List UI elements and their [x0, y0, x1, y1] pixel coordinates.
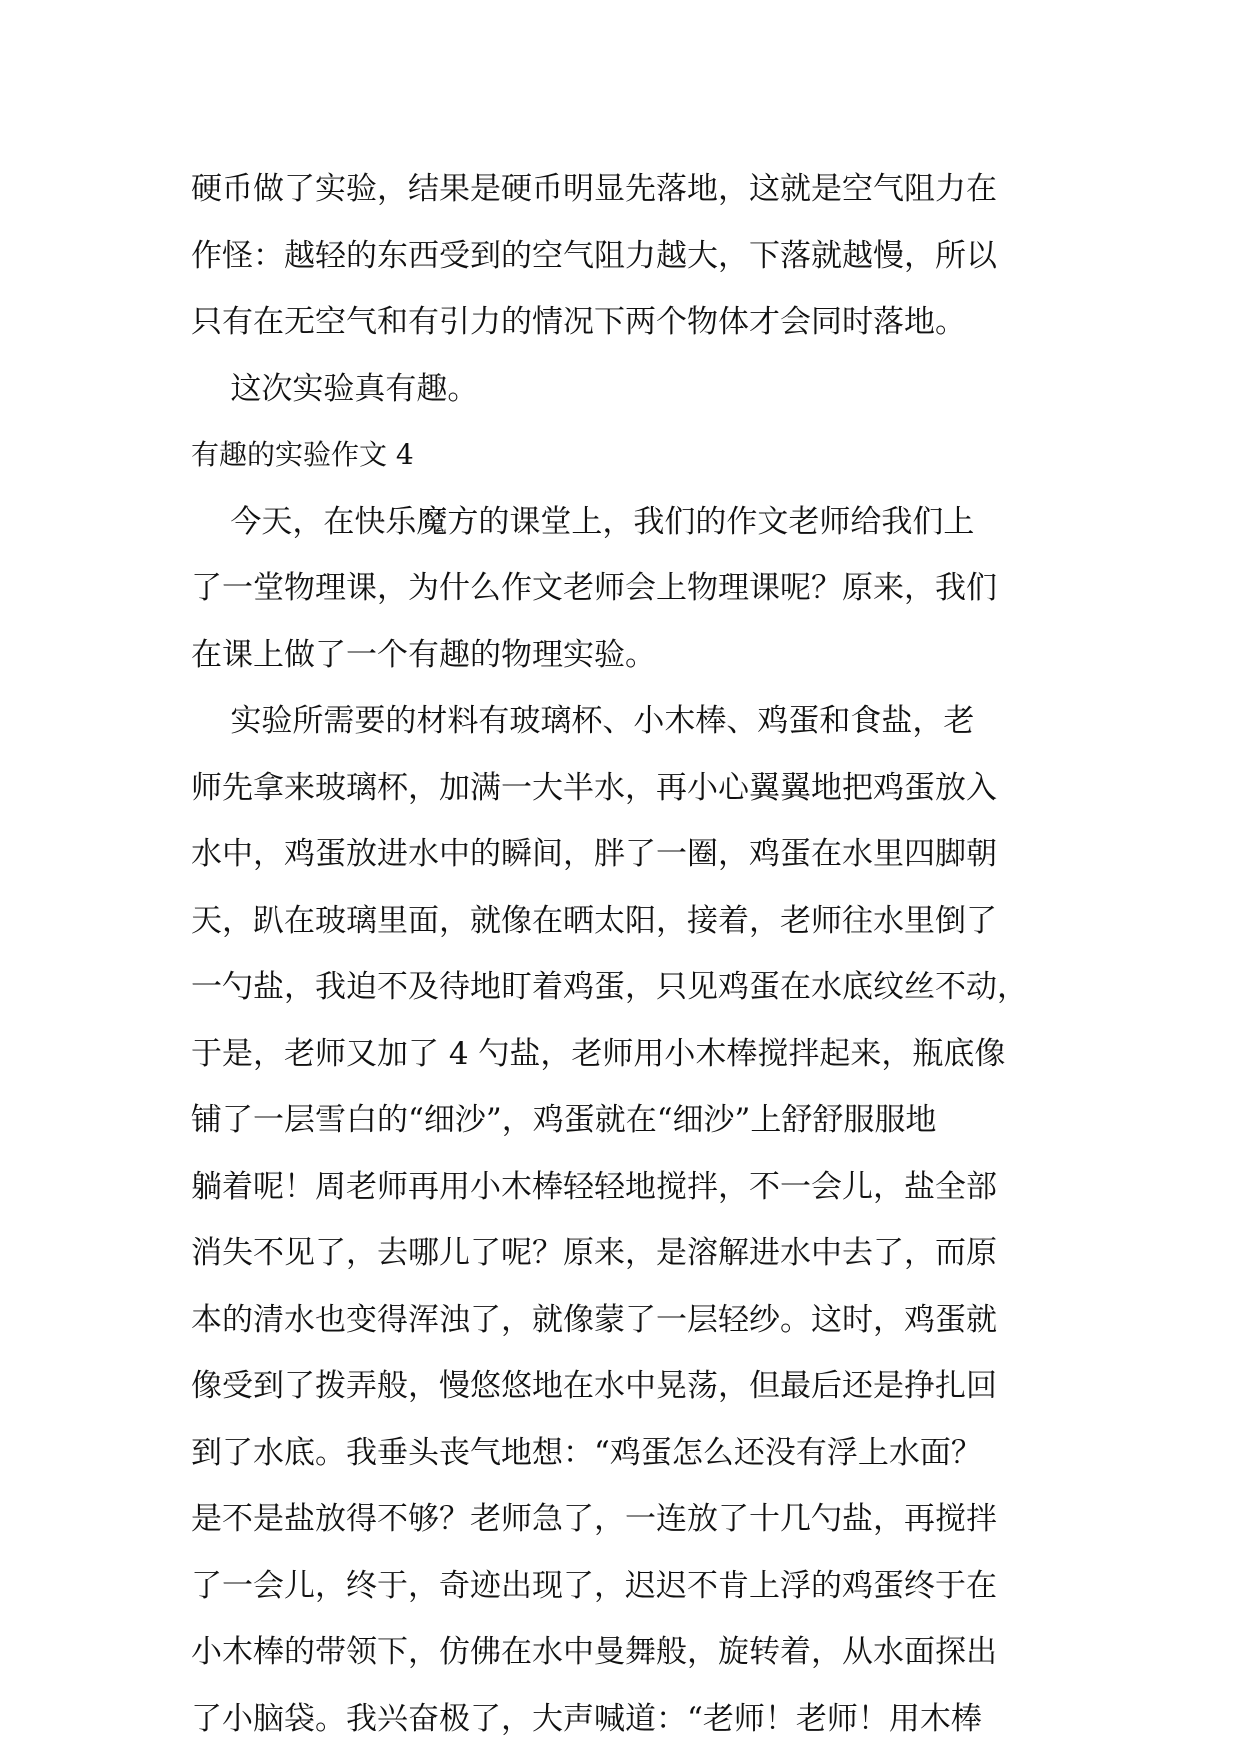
paragraph-line: 在课上做了一个有趣的物理实验。 [191, 636, 656, 673]
paragraph-line: 这次实验真有趣。 [191, 370, 479, 407]
paragraph-line: 是不是盐放得不够？老师急了，一连放了十几勺盐，再搅拌 [191, 1501, 997, 1537]
paragraph-line: 了一会儿，终于，奇迹出现了，迟迟不肯上浮的鸡蛋终于在 [191, 1567, 997, 1604]
paragraph-line: 一勺盐，我迫不及待地盯着鸡蛋，只见鸡蛋在水底纹丝不动， [191, 969, 1028, 1005]
paragraph-line: 躺着呢！周老师再用小木棒轻轻地搅拌，不一会儿，盐全部 [191, 1168, 997, 1205]
paragraph-line: 小木棒的带领下，仿佛在水中曼舞般，旋转着，从水面探出 [191, 1634, 997, 1670]
paragraph-line: 于是，老师又加了 4 勺盐，老师用小木棒搅拌起来，瓶底像 [191, 1035, 1006, 1072]
paragraph-line: 到了水底。我垂头丧气地想：“鸡蛋怎么还没有浮上水面？ [191, 1434, 982, 1471]
paragraph-line: 今天，在快乐魔方的课堂上，我们的作文老师给我们上 [191, 503, 975, 540]
paragraph-line: 硬币做了实验，结果是硬币明显先落地，这就是空气阻力在 [191, 171, 997, 207]
paragraph-line: 作怪：越轻的东西受到的空气阻力越大，下落就越慢，所以 [191, 237, 997, 274]
paragraph-line: 了一堂物理课，为什么作文老师会上物理课呢？原来，我们 [191, 570, 997, 606]
paragraph-line: 实验所需要的材料有玻璃杯、小木棒、鸡蛋和食盐，老 [191, 703, 975, 739]
paragraph-line: 本的清水也变得浑浊了，就像蒙了一层轻纱。这时，鸡蛋就 [191, 1301, 997, 1338]
paragraph-line: 天，趴在玻璃里面，就像在晒太阳，接着，老师往水里倒了 [191, 902, 997, 939]
paragraph-line: 只有在无空气和有引力的情况下两个物体才会同时落地。 [191, 304, 966, 340]
section-heading: 有趣的实验作文 4 [191, 438, 414, 471]
paragraph-line: 水中，鸡蛋放进水中的瞬间，胖了一圈，鸡蛋在水里四脚朝 [191, 836, 997, 872]
essay-body [191, 156, 1061, 1752]
paragraph-line: 师先拿来玻璃杯，加满一大半水，再小心翼翼地把鸡蛋放入 [191, 769, 997, 806]
paragraph-line: 消失不见了，去哪儿了呢？原来，是溶解进水中去了，而原 [191, 1235, 997, 1271]
paragraph-line: 铺了一层雪白的“细沙”，鸡蛋就在“细沙”上舒舒服服地 [191, 1102, 937, 1138]
paragraph-line: 了小脑袋。我兴奋极了，大声喊道：“老师！老师！用木棒 [191, 1700, 982, 1737]
paragraph-line: 像受到了拨弄般，慢悠悠地在水中晃荡，但最后还是挣扎回 [191, 1368, 997, 1404]
